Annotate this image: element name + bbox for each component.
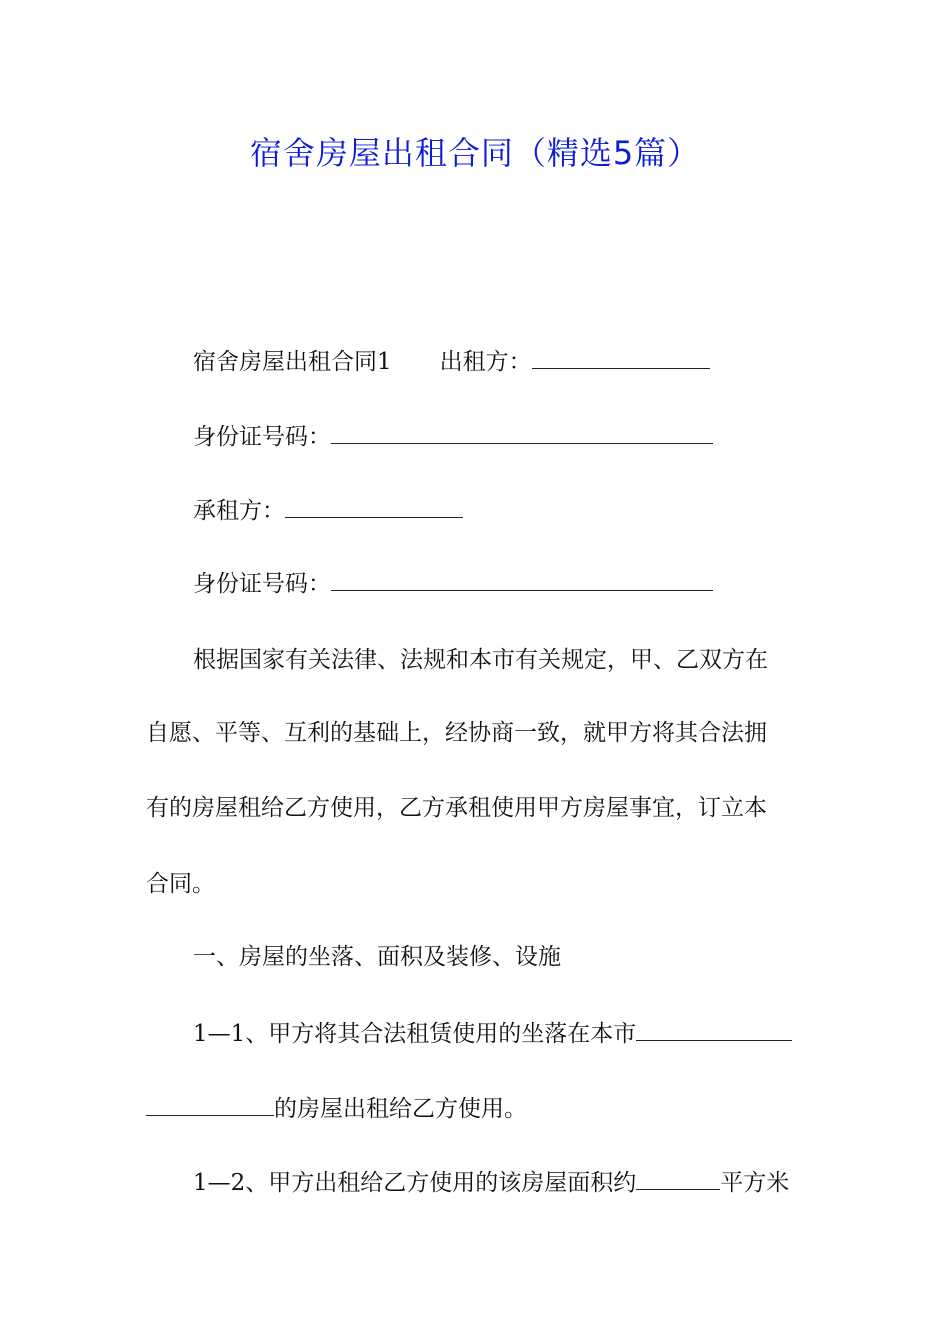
area-blank	[636, 1167, 720, 1190]
clause-1-1-line	[193, 1018, 792, 1049]
lessor-id-line	[193, 421, 713, 452]
lessee-line	[193, 495, 463, 526]
section-heading: 一、房屋的坐落、面积及装修、设施	[193, 944, 561, 970]
location-blank-cont	[146, 1093, 274, 1116]
area-unit: 平方米	[720, 1170, 790, 1196]
lessor-id-blank	[331, 421, 713, 444]
contract-heading-line	[193, 346, 710, 377]
paragraph-line: 合同。	[146, 871, 215, 897]
clause-1-2-text: 1—2、甲方出租给乙方使用的该房屋面积约	[193, 1170, 637, 1196]
lessee-blank	[285, 495, 463, 518]
lessee-label: 承租方：	[193, 498, 285, 524]
lessee-id-line	[193, 568, 713, 599]
contract-subtitle: 宿舍房屋出租合同1	[193, 349, 392, 375]
paragraph-line: 自愿、平等、互利的基础上，经协商一致，就甲方将其合法拥	[146, 720, 767, 746]
paragraph-line: 根据国家有关法律、法规和本市有关规定，甲、乙双方在	[193, 647, 768, 673]
lessee-id-label: 身份证号码：	[193, 571, 331, 597]
clause-1-2-line	[193, 1167, 789, 1198]
lessor-blank	[532, 346, 710, 369]
lessor-id-label: 身份证号码：	[193, 424, 331, 450]
clause-1-1-cont-line	[146, 1093, 527, 1124]
document-title: 宿舍房屋出租合同（精选5篇）	[249, 134, 701, 172]
clause-1-1-cont-text: 的房屋出租给乙方使用。	[274, 1096, 527, 1122]
location-blank	[636, 1018, 792, 1041]
lessee-id-blank	[331, 568, 713, 591]
lessor-label: 出租方：	[439, 349, 532, 375]
clause-1-1-text: 1—1、甲方将其合法租赁使用的坐落在本市	[193, 1021, 637, 1047]
paragraph-line: 有的房屋租给乙方使用，乙方承租使用甲方房屋事宜，订立本	[146, 795, 767, 821]
